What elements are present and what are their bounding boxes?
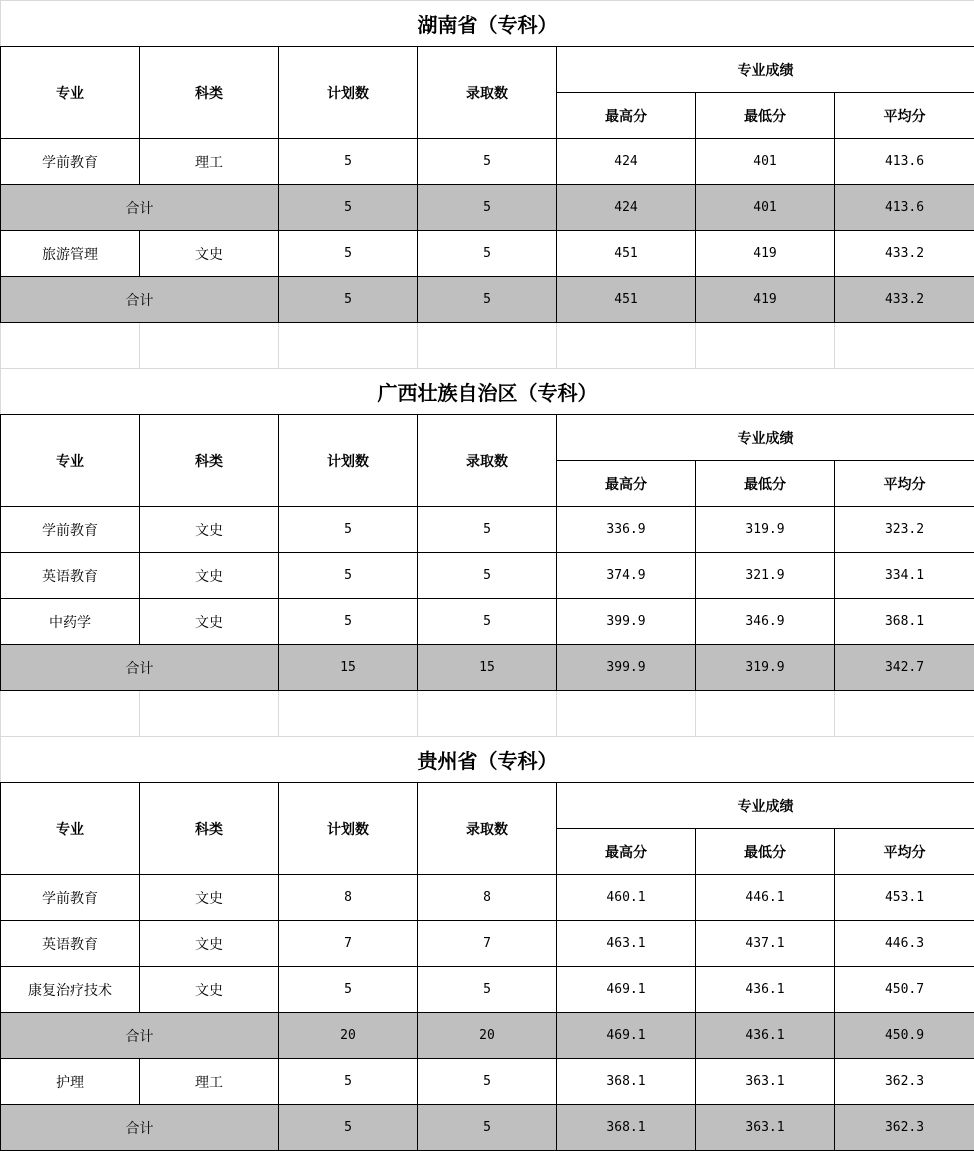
category-cell: 文史	[140, 599, 279, 645]
spacer-cell	[835, 691, 974, 737]
max-cell: 451	[557, 231, 696, 277]
spacer-row	[1, 691, 974, 737]
major-cell: 学前教育	[1, 507, 140, 553]
avg-cell: 323.2	[835, 507, 974, 553]
header-plan: 计划数	[279, 47, 418, 139]
min-cell: 437.1	[696, 921, 835, 967]
spacer-cell	[696, 691, 835, 737]
header-admit: 录取数	[418, 415, 557, 507]
plan-cell: 5	[279, 185, 418, 231]
header-score: 专业成绩	[557, 783, 974, 829]
avg-cell: 433.2	[835, 277, 974, 323]
total-row	[1, 277, 974, 323]
table-row	[1, 553, 974, 599]
category-cell: 文史	[140, 967, 279, 1013]
min-cell: 446.1	[696, 875, 835, 921]
admit-cell: 15	[418, 645, 557, 691]
header-max: 最高分	[557, 93, 696, 139]
major-cell: 学前教育	[1, 139, 140, 185]
avg-cell: 433.2	[835, 231, 974, 277]
table-row	[1, 139, 974, 185]
category-cell: 文史	[140, 507, 279, 553]
admit-cell: 5	[418, 553, 557, 599]
header-major: 专业	[1, 415, 140, 507]
table-row	[1, 231, 974, 277]
admit-cell: 5	[418, 599, 557, 645]
header-max: 最高分	[557, 461, 696, 507]
avg-cell: 450.7	[835, 967, 974, 1013]
table-row	[1, 599, 974, 645]
category-cell: 文史	[140, 875, 279, 921]
admit-cell: 5	[418, 1105, 557, 1151]
avg-cell: 368.1	[835, 599, 974, 645]
admit-cell: 7	[418, 921, 557, 967]
header-min: 最低分	[696, 461, 835, 507]
category-cell: 文史	[140, 921, 279, 967]
total-row	[1, 185, 974, 231]
table-row	[1, 967, 974, 1013]
table-row	[1, 875, 974, 921]
min-cell: 436.1	[696, 967, 835, 1013]
min-cell: 346.9	[696, 599, 835, 645]
min-cell: 401	[696, 185, 835, 231]
min-cell: 319.9	[696, 645, 835, 691]
spacer-cell	[418, 691, 557, 737]
plan-cell: 7	[279, 921, 418, 967]
avg-cell: 453.1	[835, 875, 974, 921]
spacer-cell	[279, 691, 418, 737]
avg-cell: 334.1	[835, 553, 974, 599]
header-avg: 平均分	[835, 829, 974, 875]
major-cell: 英语教育	[1, 553, 140, 599]
table-row	[1, 1059, 974, 1105]
header-row	[1, 783, 974, 829]
header-score: 专业成绩	[557, 415, 974, 461]
header-plan: 计划数	[279, 415, 418, 507]
admit-cell: 8	[418, 875, 557, 921]
max-cell: 374.9	[557, 553, 696, 599]
total-label: 合计	[1, 185, 279, 231]
min-cell: 363.1	[696, 1059, 835, 1105]
min-cell: 401	[696, 139, 835, 185]
category-cell: 文史	[140, 231, 279, 277]
spacer-cell	[418, 323, 557, 369]
header-row	[1, 47, 974, 93]
major-cell: 学前教育	[1, 875, 140, 921]
avg-cell: 413.6	[835, 185, 974, 231]
avg-cell: 362.3	[835, 1105, 974, 1151]
major-cell: 护理	[1, 1059, 140, 1105]
max-cell: 399.9	[557, 599, 696, 645]
header-row	[1, 415, 974, 461]
max-cell: 368.1	[557, 1059, 696, 1105]
total-label: 合计	[1, 645, 279, 691]
table-row	[1, 921, 974, 967]
header-category: 科类	[140, 47, 279, 139]
max-cell: 469.1	[557, 1013, 696, 1059]
spacer-cell	[140, 691, 279, 737]
major-cell: 康复治疗技术	[1, 967, 140, 1013]
spacer-cell	[279, 323, 418, 369]
major-cell: 英语教育	[1, 921, 140, 967]
header-plan: 计划数	[279, 783, 418, 875]
header-avg: 平均分	[835, 93, 974, 139]
plan-cell: 5	[279, 1105, 418, 1151]
admit-cell: 5	[418, 507, 557, 553]
max-cell: 469.1	[557, 967, 696, 1013]
plan-cell: 5	[279, 553, 418, 599]
plan-cell: 5	[279, 967, 418, 1013]
section-title: 广西壮族自治区（专科）	[1, 369, 974, 415]
plan-cell: 5	[279, 599, 418, 645]
min-cell: 419	[696, 277, 835, 323]
max-cell: 368.1	[557, 1105, 696, 1151]
plan-cell: 5	[279, 231, 418, 277]
total-label: 合计	[1, 1013, 279, 1059]
admit-cell: 5	[418, 139, 557, 185]
admit-cell: 5	[418, 967, 557, 1013]
header-admit: 录取数	[418, 47, 557, 139]
plan-cell: 20	[279, 1013, 418, 1059]
category-cell: 理工	[140, 1059, 279, 1105]
min-cell: 321.9	[696, 553, 835, 599]
section-title-row	[1, 737, 974, 783]
total-row	[1, 1105, 974, 1151]
major-cell: 旅游管理	[1, 231, 140, 277]
table-row	[1, 507, 974, 553]
header-admit: 录取数	[418, 783, 557, 875]
spacer-cell	[1, 323, 140, 369]
header-min: 最低分	[696, 93, 835, 139]
header-min: 最低分	[696, 829, 835, 875]
max-cell: 424	[557, 185, 696, 231]
header-major: 专业	[1, 783, 140, 875]
admit-cell: 5	[418, 185, 557, 231]
spacer-cell	[835, 323, 974, 369]
plan-cell: 8	[279, 875, 418, 921]
admit-cell: 5	[418, 277, 557, 323]
max-cell: 451	[557, 277, 696, 323]
spacer-cell	[557, 691, 696, 737]
admit-cell: 20	[418, 1013, 557, 1059]
max-cell: 424	[557, 139, 696, 185]
plan-cell: 5	[279, 139, 418, 185]
avg-cell: 450.9	[835, 1013, 974, 1059]
header-score: 专业成绩	[557, 47, 974, 93]
category-cell: 理工	[140, 139, 279, 185]
spacer-cell	[140, 323, 279, 369]
spacer-row	[1, 323, 974, 369]
plan-cell: 5	[279, 507, 418, 553]
total-row	[1, 645, 974, 691]
category-cell: 文史	[140, 553, 279, 599]
max-cell: 460.1	[557, 875, 696, 921]
total-row	[1, 1013, 974, 1059]
section-title: 湖南省（专科）	[1, 1, 974, 47]
total-label: 合计	[1, 1105, 279, 1151]
header-max: 最高分	[557, 829, 696, 875]
min-cell: 363.1	[696, 1105, 835, 1151]
header-avg: 平均分	[835, 461, 974, 507]
section-title-row	[1, 1, 974, 47]
spacer-cell	[557, 323, 696, 369]
avg-cell: 342.7	[835, 645, 974, 691]
plan-cell: 5	[279, 277, 418, 323]
min-cell: 436.1	[696, 1013, 835, 1059]
max-cell: 463.1	[557, 921, 696, 967]
header-category: 科类	[140, 783, 279, 875]
min-cell: 419	[696, 231, 835, 277]
max-cell: 336.9	[557, 507, 696, 553]
total-label: 合计	[1, 277, 279, 323]
spacer-cell	[1, 691, 140, 737]
spacer-cell	[696, 323, 835, 369]
avg-cell: 446.3	[835, 921, 974, 967]
plan-cell: 15	[279, 645, 418, 691]
max-cell: 399.9	[557, 645, 696, 691]
header-major: 专业	[1, 47, 140, 139]
section-title: 贵州省（专科）	[1, 737, 974, 783]
admit-cell: 5	[418, 1059, 557, 1105]
admit-cell: 5	[418, 231, 557, 277]
header-category: 科类	[140, 415, 279, 507]
min-cell: 319.9	[696, 507, 835, 553]
section-title-row	[1, 369, 974, 415]
avg-cell: 362.3	[835, 1059, 974, 1105]
avg-cell: 413.6	[835, 139, 974, 185]
plan-cell: 5	[279, 1059, 418, 1105]
major-cell: 中药学	[1, 599, 140, 645]
